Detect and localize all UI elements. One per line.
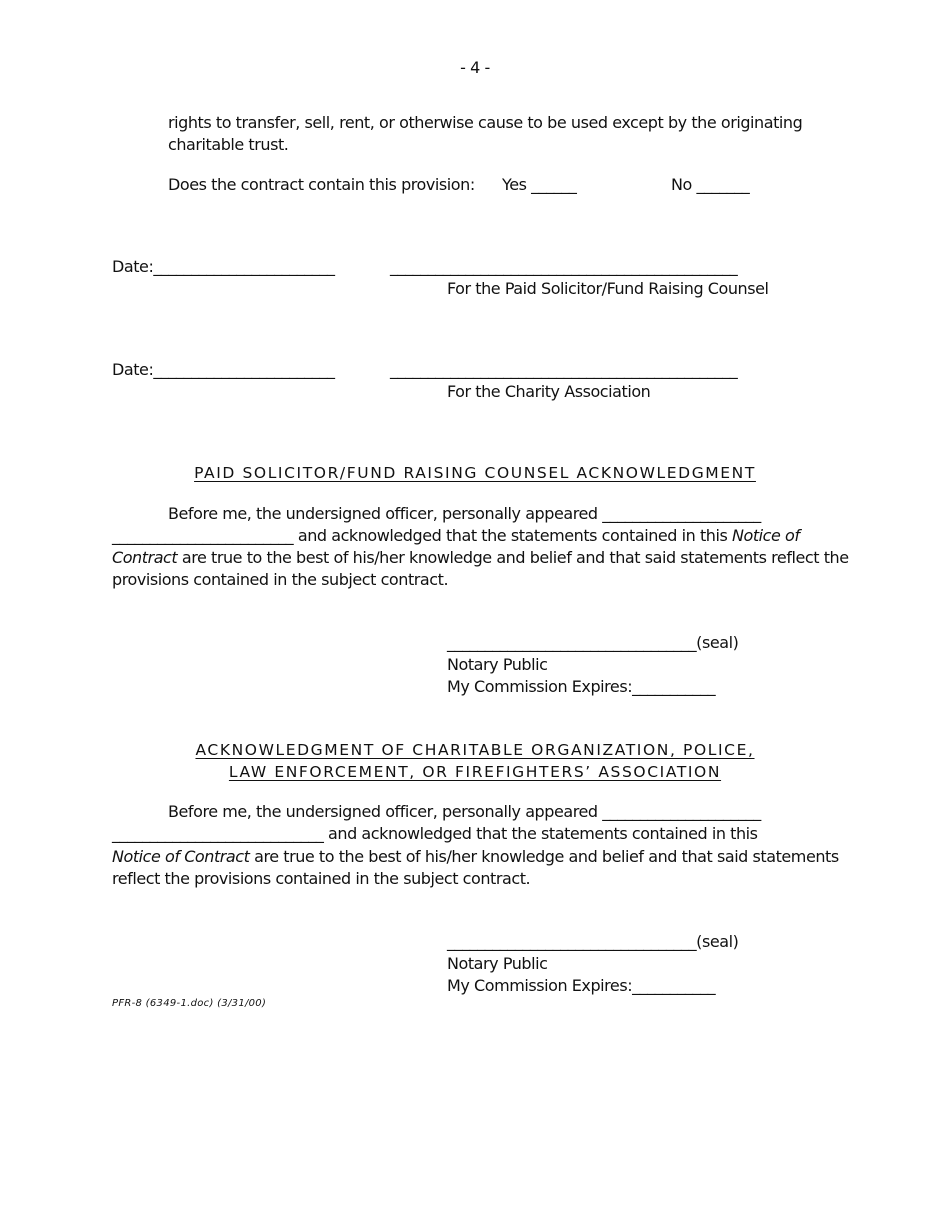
intro-line-2: charitable trust.	[168, 135, 289, 154]
signature-line-solicitor[interactable]: ______________________________________________	[390, 257, 738, 276]
ack2-commission-field[interactable]: My Commission Expires:___________	[447, 976, 716, 995]
provision-yes-field[interactable]: Yes ______	[502, 175, 577, 194]
provision-no-field[interactable]: No _______	[671, 175, 750, 194]
ack2-notice-italic: Notice of Contract	[112, 847, 250, 866]
ack2-line-3-text: are true to the best of his/her knowledge and belief and that said statements	[249, 847, 839, 866]
ack1-line-1: Before me, the undersigned officer, personally appeared _____________________	[168, 504, 761, 523]
ack2-line-4: reflect the provisions contained in the subject contract.	[112, 869, 531, 888]
ack1-notice-italic-1: Notice of	[732, 526, 800, 545]
ack1-commission-field[interactable]: My Commission Expires:___________	[447, 677, 716, 696]
date-field-solicitor[interactable]: Date:________________________	[112, 257, 335, 276]
signature-line-charity[interactable]: ______________________________________________	[390, 360, 738, 379]
ack1-line-4: provisions contained in the subject contract.	[112, 570, 449, 589]
form-code-footer: PFR-8 (6349-1.doc) (3/31/00)	[112, 998, 267, 1009]
signature-caption-solicitor: For the Paid Solicitor/Fund Raising Counsel	[447, 279, 769, 298]
ack1-seal-line[interactable]: _________________________________(seal)	[447, 633, 739, 652]
ack2-heading-line-2: LAW ENFORCEMENT, OR FIREFIGHTERS’ ASSOCIATION	[228, 763, 722, 781]
ack2-seal-line[interactable]: _________________________________(seal)	[447, 932, 739, 951]
page-number: - 4 -	[460, 58, 490, 77]
signature-caption-charity: For the Charity Association	[447, 382, 651, 401]
ack2-heading-line-1: ACKNOWLEDGMENT OF CHARITABLE ORGANIZATION, POLICE,	[195, 741, 755, 759]
date-field-charity[interactable]: Date:________________________	[112, 360, 335, 379]
ack1-line-2-text: and acknowledged that the statements contained in this	[293, 526, 732, 545]
ack2-line-1: Before me, the undersigned officer, personally appeared _____________________	[168, 802, 761, 821]
ack1-notary-label: Notary Public	[447, 655, 548, 674]
ack1-notice-italic-2: Contract	[112, 548, 178, 567]
ack1-name-blank[interactable]: ________________________	[112, 526, 294, 545]
ack2-line-3	[112, 846, 839, 868]
ack1-line-2	[112, 525, 800, 547]
ack2-line-2: ____________________________ and acknowledged that the statements contained in this	[112, 824, 758, 843]
intro-line-1: rights to transfer, sell, rent, or otherwise cause to be used except by the originating	[168, 113, 803, 132]
ack1-line-3-text: are true to the best of his/her knowledge and belief and that said statements reflect the	[177, 548, 849, 567]
ack2-notary-label: Notary Public	[447, 954, 548, 973]
provision-question: Does the contract contain this provision:	[168, 175, 475, 194]
ack1-line-3	[112, 547, 849, 569]
ack1-heading: PAID SOLICITOR/FUND RAISING COUNSEL ACKNOWLEDGMENT	[194, 464, 756, 482]
